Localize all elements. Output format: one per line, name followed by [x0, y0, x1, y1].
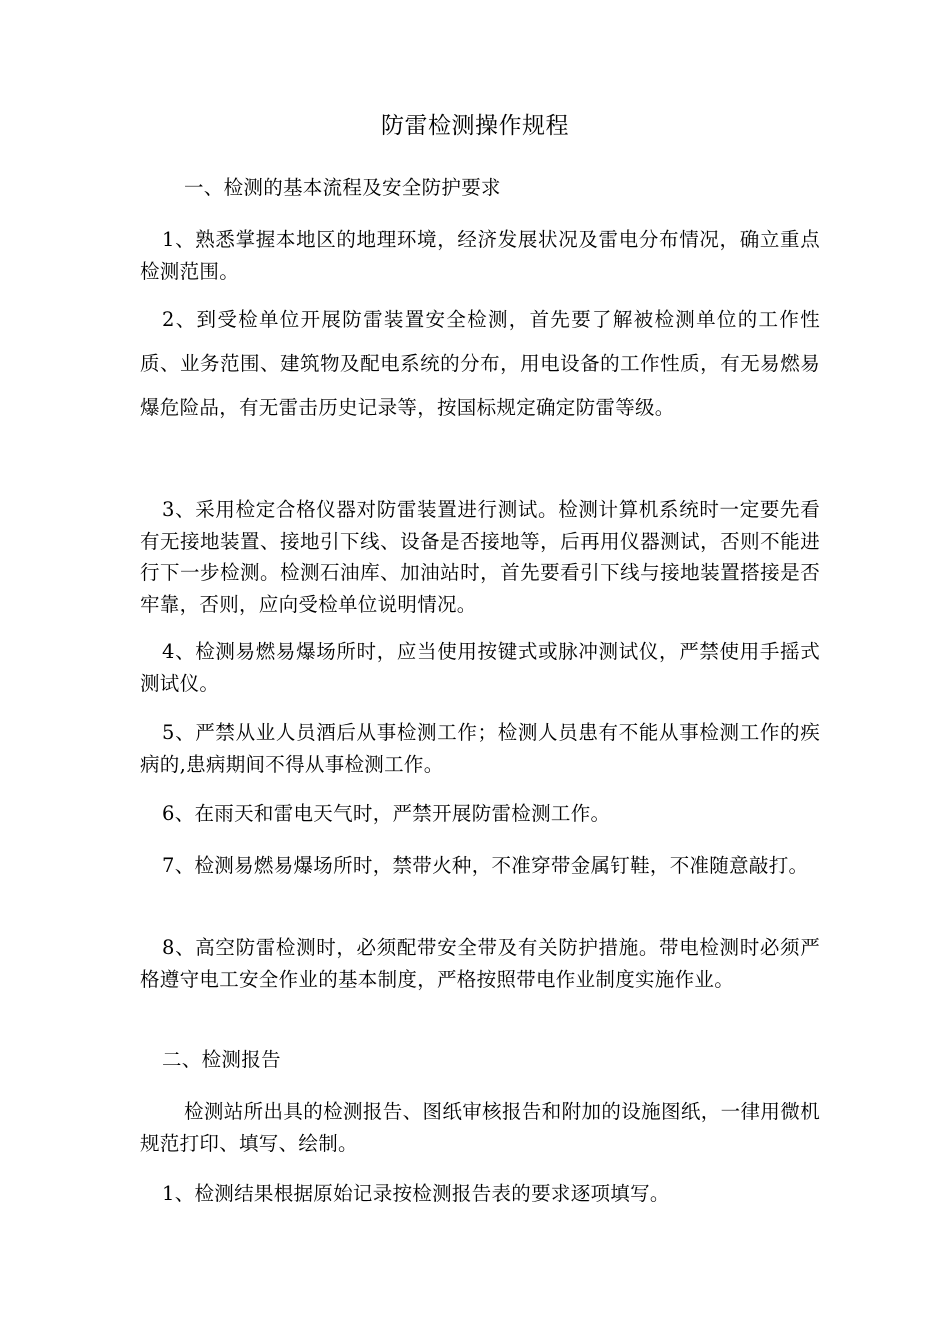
section-heading-2: 二、检测报告 [162, 1048, 281, 1071]
paragraph-item-5: 5、严禁从业人员酒后从事检测工作；检测人员患有不能从事检测工作的疾病的,患病期间不得从事检测工作。 [140, 721, 820, 776]
paragraph-item-1: 1、熟悉掌握本地区的地理环境，经济发展状况及雷电分布情况，确立重点检测范围。 [140, 228, 820, 283]
paragraph-item-3: 3、采用检定合格仪器对防雷装置进行测试。检测计算机系统时一定要先看有无接地装置、接地引下线、设备是否接地等，后再用仪器测试，否则不能进行下一步检测。检测石油库、加油站时，首先要看引下线与接地装置搭接是否牢靠，否则，应向受检单位说明情况。 [140, 498, 820, 616]
paragraph-item-7: 7、检测易燃易爆场所时，禁带火种，不准穿带金属钉鞋，不准随意敲打。 [162, 854, 809, 877]
section-heading-1: 一、检测的基本流程及安全防护要求 [184, 176, 501, 199]
paragraph-item-6: 6、在雨天和雷电天气时，严禁开展防雷检测工作。 [162, 802, 611, 825]
paragraph-item-8: 8、高空防雷检测时，必须配带安全带及有关防护措施。带电检测时必须严格遵守电工安全作业的基本制度，严格按照带电作业制度实施作业。 [140, 936, 820, 991]
section-2-item-1: 1、检测结果根据原始记录按检测报告表的要求逐项填写。 [162, 1182, 670, 1205]
paragraph-item-4: 4、检测易燃易爆场所时，应当使用按键式或脉冲测试仪，严禁使用手摇式测试仪。 [140, 640, 820, 695]
paragraph-item-2: 2、到受检单位开展防雷装置安全检测，首先要了解被检测单位的工作性质、业务范围、建筑物及配电系统的分布，用电设备的工作性质，有无易燃易爆危险品，有无雷击历史记录等，按国标规定确定防雷等级。 [140, 308, 820, 419]
section-2-intro: 检测站所出具的检测报告、图纸审核报告和附加的设施图纸，一律用微机规范打印、填写、绘制。 [140, 1100, 820, 1155]
document-title: 防雷检测操作规程 [381, 113, 569, 139]
